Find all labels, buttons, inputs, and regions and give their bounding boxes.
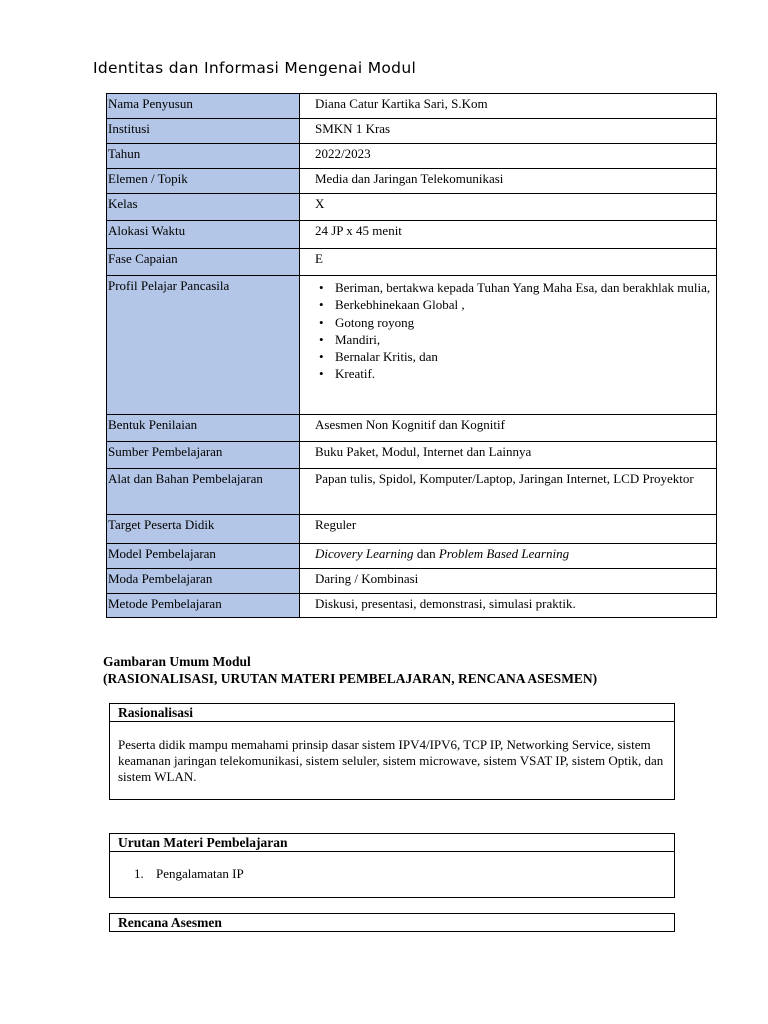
urutan-materi-box — [109, 833, 675, 898]
table-row — [107, 594, 717, 618]
row-label: Kelas — [107, 194, 300, 221]
list-number: 1. — [134, 866, 144, 881]
list-item: • Mandiri, — [319, 331, 715, 348]
table-row — [107, 144, 717, 169]
table-row — [107, 194, 717, 221]
row-value: X — [300, 194, 717, 221]
row-label: Fase Capaian — [107, 249, 300, 276]
rasionalisasi-box — [109, 703, 675, 800]
row-label: Sumber Pembelajaran — [107, 442, 300, 469]
model-a: Dicovery Learning — [315, 546, 414, 561]
rasionalisasi-heading: Rasionalisasi — [110, 704, 674, 722]
row-value — [300, 544, 717, 569]
gambaran-title-line1: Gambaran Umum Modul — [103, 654, 251, 669]
table-row — [107, 221, 717, 249]
list-item: • Bernalar Kritis, dan — [319, 348, 715, 365]
row-value: Buku Paket, Modul, Internet dan Lainnya — [300, 442, 717, 469]
row-label: Alokasi Waktu — [107, 221, 300, 249]
list-item: • Berkebhinekaan Global , — [319, 296, 715, 313]
row-value: Daring / Kombinasi — [300, 569, 717, 594]
list-item: • Gotong royong — [319, 314, 715, 331]
table-row — [107, 569, 717, 594]
table-row — [107, 544, 717, 569]
document-title: Identitas dan Informasi Mengenai Modul — [93, 59, 417, 77]
row-value: 2022/2023 — [300, 144, 717, 169]
urutan-heading: Urutan Materi Pembelajaran — [110, 834, 674, 852]
row-label: Alat dan Bahan Pembelajaran — [107, 469, 300, 515]
row-label: Model Pembelajaran — [107, 544, 300, 569]
gambaran-title-line2: (RASIONALISASI, URUTAN MATERI PEMBELAJARAN, RENCANA ASESMEN) — [103, 671, 598, 686]
row-value: 24 JP x 45 menit — [300, 221, 717, 249]
table-row — [107, 515, 717, 544]
row-label: Nama Penyusun — [107, 94, 300, 119]
table-row — [107, 249, 717, 276]
urutan-body — [110, 852, 674, 890]
row-label: Profil Pelajar Pancasila — [107, 276, 300, 415]
module-info-table — [106, 93, 717, 618]
table-row — [107, 94, 717, 119]
row-value: SMKN 1 Kras — [300, 119, 717, 144]
rencana-heading: Rencana Asesmen — [118, 915, 222, 930]
model-b: Problem Based Learning — [438, 546, 570, 561]
row-value: Media dan Jaringan Telekomunikasi — [300, 169, 717, 194]
row-label: Tahun — [107, 144, 300, 169]
list-text: Pengalamatan IP — [156, 866, 244, 881]
table-row — [107, 415, 717, 442]
row-label: Target Peserta Didik — [107, 515, 300, 544]
row-value — [300, 276, 717, 415]
row-label: Bentuk Penilaian — [107, 415, 300, 442]
rasionalisasi-body: Peserta didik mampu memahami prinsip dasar sistem IPV4/IPV6, TCP IP, Networking Service, sistem keamanan jaringan telekomunikasi, sistem seluler, sistem microwave, sistem VSAT IP, sistem Optik, dan sistem WLAN. — [118, 737, 664, 784]
row-label: Metode Pembelajaran — [107, 594, 300, 618]
row-value: Asesmen Non Kognitif dan Kognitif — [300, 415, 717, 442]
gambaran-umum-title — [103, 653, 597, 687]
row-label: Elemen / Topik — [107, 169, 300, 194]
row-value — [300, 469, 717, 515]
row-value: E — [300, 249, 717, 276]
table-row — [107, 119, 717, 144]
table-row — [107, 169, 717, 194]
urutan-list — [118, 866, 666, 882]
row-label: Moda Pembelajaran — [107, 569, 300, 594]
list-item — [134, 866, 666, 882]
model-conj: dan — [413, 546, 439, 561]
row-value: Reguler — [300, 515, 717, 544]
table-row — [107, 276, 717, 415]
row-value-text: Papan tulis, Spidol, Komputer/Laptop, Jaringan Internet, LCD Proyektor — [315, 471, 694, 486]
row-value: Diskusi, presentasi, demonstrasi, simulasi praktik. — [300, 594, 717, 618]
row-label: Institusi — [107, 119, 300, 144]
list-item: • Beriman, bertakwa kepada Tuhan Yang Maha Esa, dan berakhlak mulia, — [319, 279, 715, 296]
row-value: Diana Catur Kartika Sari, S.Kom — [300, 94, 717, 119]
table-row — [107, 442, 717, 469]
profil-list — [301, 279, 715, 387]
table-row — [107, 469, 717, 515]
rencana-asesmen-box — [109, 913, 675, 932]
list-item: • Kreatif. — [319, 365, 715, 382]
